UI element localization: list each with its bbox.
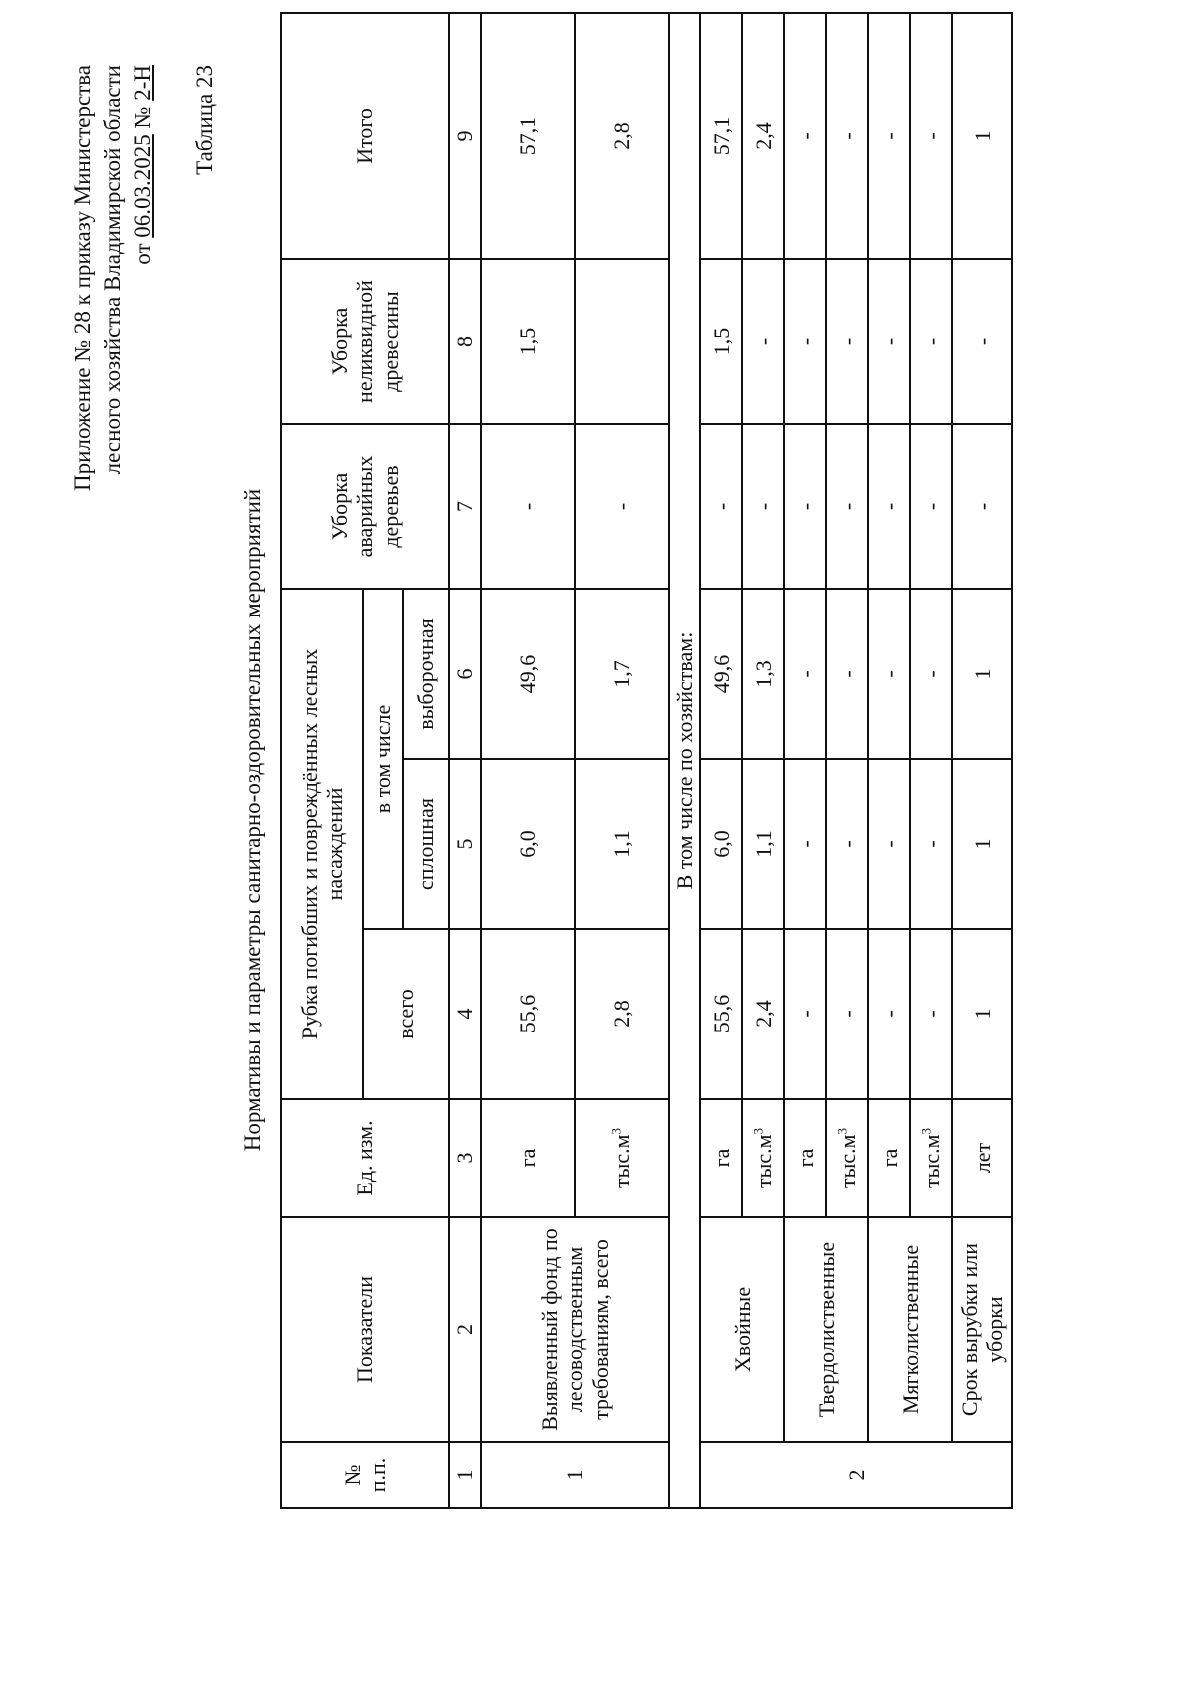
unit-text: тыс.м	[918, 1134, 944, 1189]
table-title: Нормативы и параметры санитарно-оздоровительных мероприятий	[240, 488, 265, 1152]
cell-all: 55,6	[481, 929, 575, 1099]
cell-selective: 49,6	[700, 589, 742, 759]
cell-illiquid: -	[742, 259, 784, 424]
order-date: 06.03.2025	[130, 134, 155, 238]
row-unit	[910, 1099, 952, 1217]
row-unit: га	[784, 1099, 826, 1217]
header-line-1: Приложение № 28 к приказу Министерства	[70, 65, 95, 491]
cell-emergency: -	[784, 424, 826, 589]
header-number-sign: №	[130, 100, 155, 135]
row-indicator: Хвойные	[700, 1217, 784, 1442]
col-number: 7	[449, 424, 481, 589]
header-line-2: лесного хозяйства Владимирской области	[100, 65, 125, 475]
row-unit: га	[868, 1099, 910, 1217]
cell-emergency: -	[481, 424, 575, 589]
column-numbers-row	[449, 13, 481, 1508]
main-table	[280, 12, 1013, 1509]
cell-all: 1	[952, 929, 1012, 1099]
table-row	[868, 13, 910, 1508]
col-total-header: Итого	[281, 13, 449, 259]
cell-clear: -	[826, 759, 868, 929]
col-felling-header: Рубка погибших и повреждённых лесных насаждений	[281, 589, 363, 1099]
cell-clear: -	[784, 759, 826, 929]
row-indicator: Выявленный фонд по лесоводственным требованиям, всего	[481, 1217, 669, 1442]
cell-total: 2,4	[742, 13, 784, 259]
row-indicator: Твердолиственные	[784, 1217, 868, 1442]
col-clear-header: сплошная	[403, 759, 449, 929]
cell-illiquid: -	[826, 259, 868, 424]
unit-text: тыс.м	[750, 1134, 776, 1189]
cell-all: -	[868, 929, 910, 1099]
cell-selective: 1,7	[575, 589, 669, 759]
cell-selective: 49,6	[481, 589, 575, 759]
unit-text: тыс.м	[834, 1134, 860, 1189]
cell-emergency: -	[700, 424, 742, 589]
cell-all: -	[826, 929, 868, 1099]
col-number: 4	[449, 929, 481, 1099]
cell-all: 55,6	[700, 929, 742, 1099]
cell-clear: 1	[952, 759, 1012, 929]
cell-all: -	[910, 929, 952, 1099]
col-number: 6	[449, 589, 481, 759]
col-unit-header: Ед. изм.	[281, 1099, 449, 1217]
cell-total: -	[826, 13, 868, 259]
col-selective-header: выборочная	[403, 589, 449, 759]
col-number: 9	[449, 13, 481, 259]
cell-clear: -	[868, 759, 910, 929]
cell-illiquid: -	[784, 259, 826, 424]
col-indicator-header: Показатели	[281, 1217, 449, 1442]
cell-illiquid: -	[910, 259, 952, 424]
row-unit: лет	[952, 1099, 1012, 1217]
cell-emergency: -	[742, 424, 784, 589]
col-number: 8	[449, 259, 481, 424]
col-number: 3	[449, 1099, 481, 1217]
cell-all: 2,8	[575, 929, 669, 1099]
row-no: 2	[700, 1442, 1012, 1508]
row-unit: га	[700, 1099, 742, 1217]
col-number: 5	[449, 759, 481, 929]
cell-total: 2,8	[575, 13, 669, 259]
cell-emergency: -	[826, 424, 868, 589]
cell-emergency: -	[952, 424, 1012, 589]
cell-emergency: -	[868, 424, 910, 589]
col-number: 1	[449, 1442, 481, 1508]
cell-selective: 1	[952, 589, 1012, 759]
order-number: 2-Н	[130, 65, 155, 101]
cell-total: 57,1	[481, 13, 575, 259]
table-number: Таблица 23	[192, 65, 217, 175]
col-illiquid-header: Уборка неликвидной древесины	[281, 259, 449, 424]
table-row	[481, 13, 575, 1508]
table-row	[700, 13, 742, 1508]
row-unit	[575, 1099, 669, 1217]
unit-text: тыс.м	[609, 1134, 635, 1189]
col-all-header: всего	[363, 929, 449, 1099]
row-indicator: Мягколиственные	[868, 1217, 952, 1442]
row-indicator: Срок вырубки или уборки	[952, 1217, 1012, 1442]
cell-all: 2,4	[742, 929, 784, 1099]
cell-clear: 6,0	[481, 759, 575, 929]
table-row	[952, 13, 1012, 1508]
cell-total: 1	[952, 13, 1012, 259]
cell-selective: 1,3	[742, 589, 784, 759]
cell-illiquid: -	[868, 259, 910, 424]
row-unit	[826, 1099, 868, 1217]
cell-selective: -	[910, 589, 952, 759]
cell-all: -	[784, 929, 826, 1099]
cell-illiquid	[575, 259, 669, 424]
cell-illiquid: 1,5	[481, 259, 575, 424]
cell-clear: 6,0	[700, 759, 742, 929]
col-incl-header: в том числе	[363, 589, 403, 929]
table-row	[784, 13, 826, 1508]
cell-emergency: -	[575, 424, 669, 589]
col-no-header: № п.п.	[281, 1442, 449, 1508]
cell-clear: 1,1	[575, 759, 669, 929]
header-line-3	[128, 65, 158, 625]
cell-total: 57,1	[700, 13, 742, 259]
row-unit: га	[481, 1099, 575, 1217]
cell-selective: -	[868, 589, 910, 759]
unit-superscript: 3	[609, 1127, 625, 1135]
header-row-1	[281, 13, 363, 1508]
cell-selective: -	[784, 589, 826, 759]
header-from: от	[130, 237, 155, 265]
col-number: 2	[449, 1217, 481, 1442]
cell-total: -	[868, 13, 910, 259]
cell-illiquid: 1,5	[700, 259, 742, 424]
cell-emergency: -	[910, 424, 952, 589]
cell-total: -	[910, 13, 952, 259]
cell-selective: -	[826, 589, 868, 759]
document-header	[68, 65, 158, 625]
cell-illiquid: -	[952, 259, 1012, 424]
col-emergency-header: Уборка аварийных деревьев	[281, 424, 449, 589]
cell-clear: 1,1	[742, 759, 784, 929]
unit-superscript: 3	[918, 1127, 934, 1135]
cell-total: -	[784, 13, 826, 259]
cell-clear: -	[910, 759, 952, 929]
section-band-row	[669, 13, 700, 1508]
unit-superscript: 3	[834, 1127, 850, 1135]
section-band: В том числе по хозяйствам:	[669, 13, 700, 1508]
unit-superscript: 3	[750, 1127, 766, 1135]
row-unit	[742, 1099, 784, 1217]
row-no: 1	[481, 1442, 669, 1508]
